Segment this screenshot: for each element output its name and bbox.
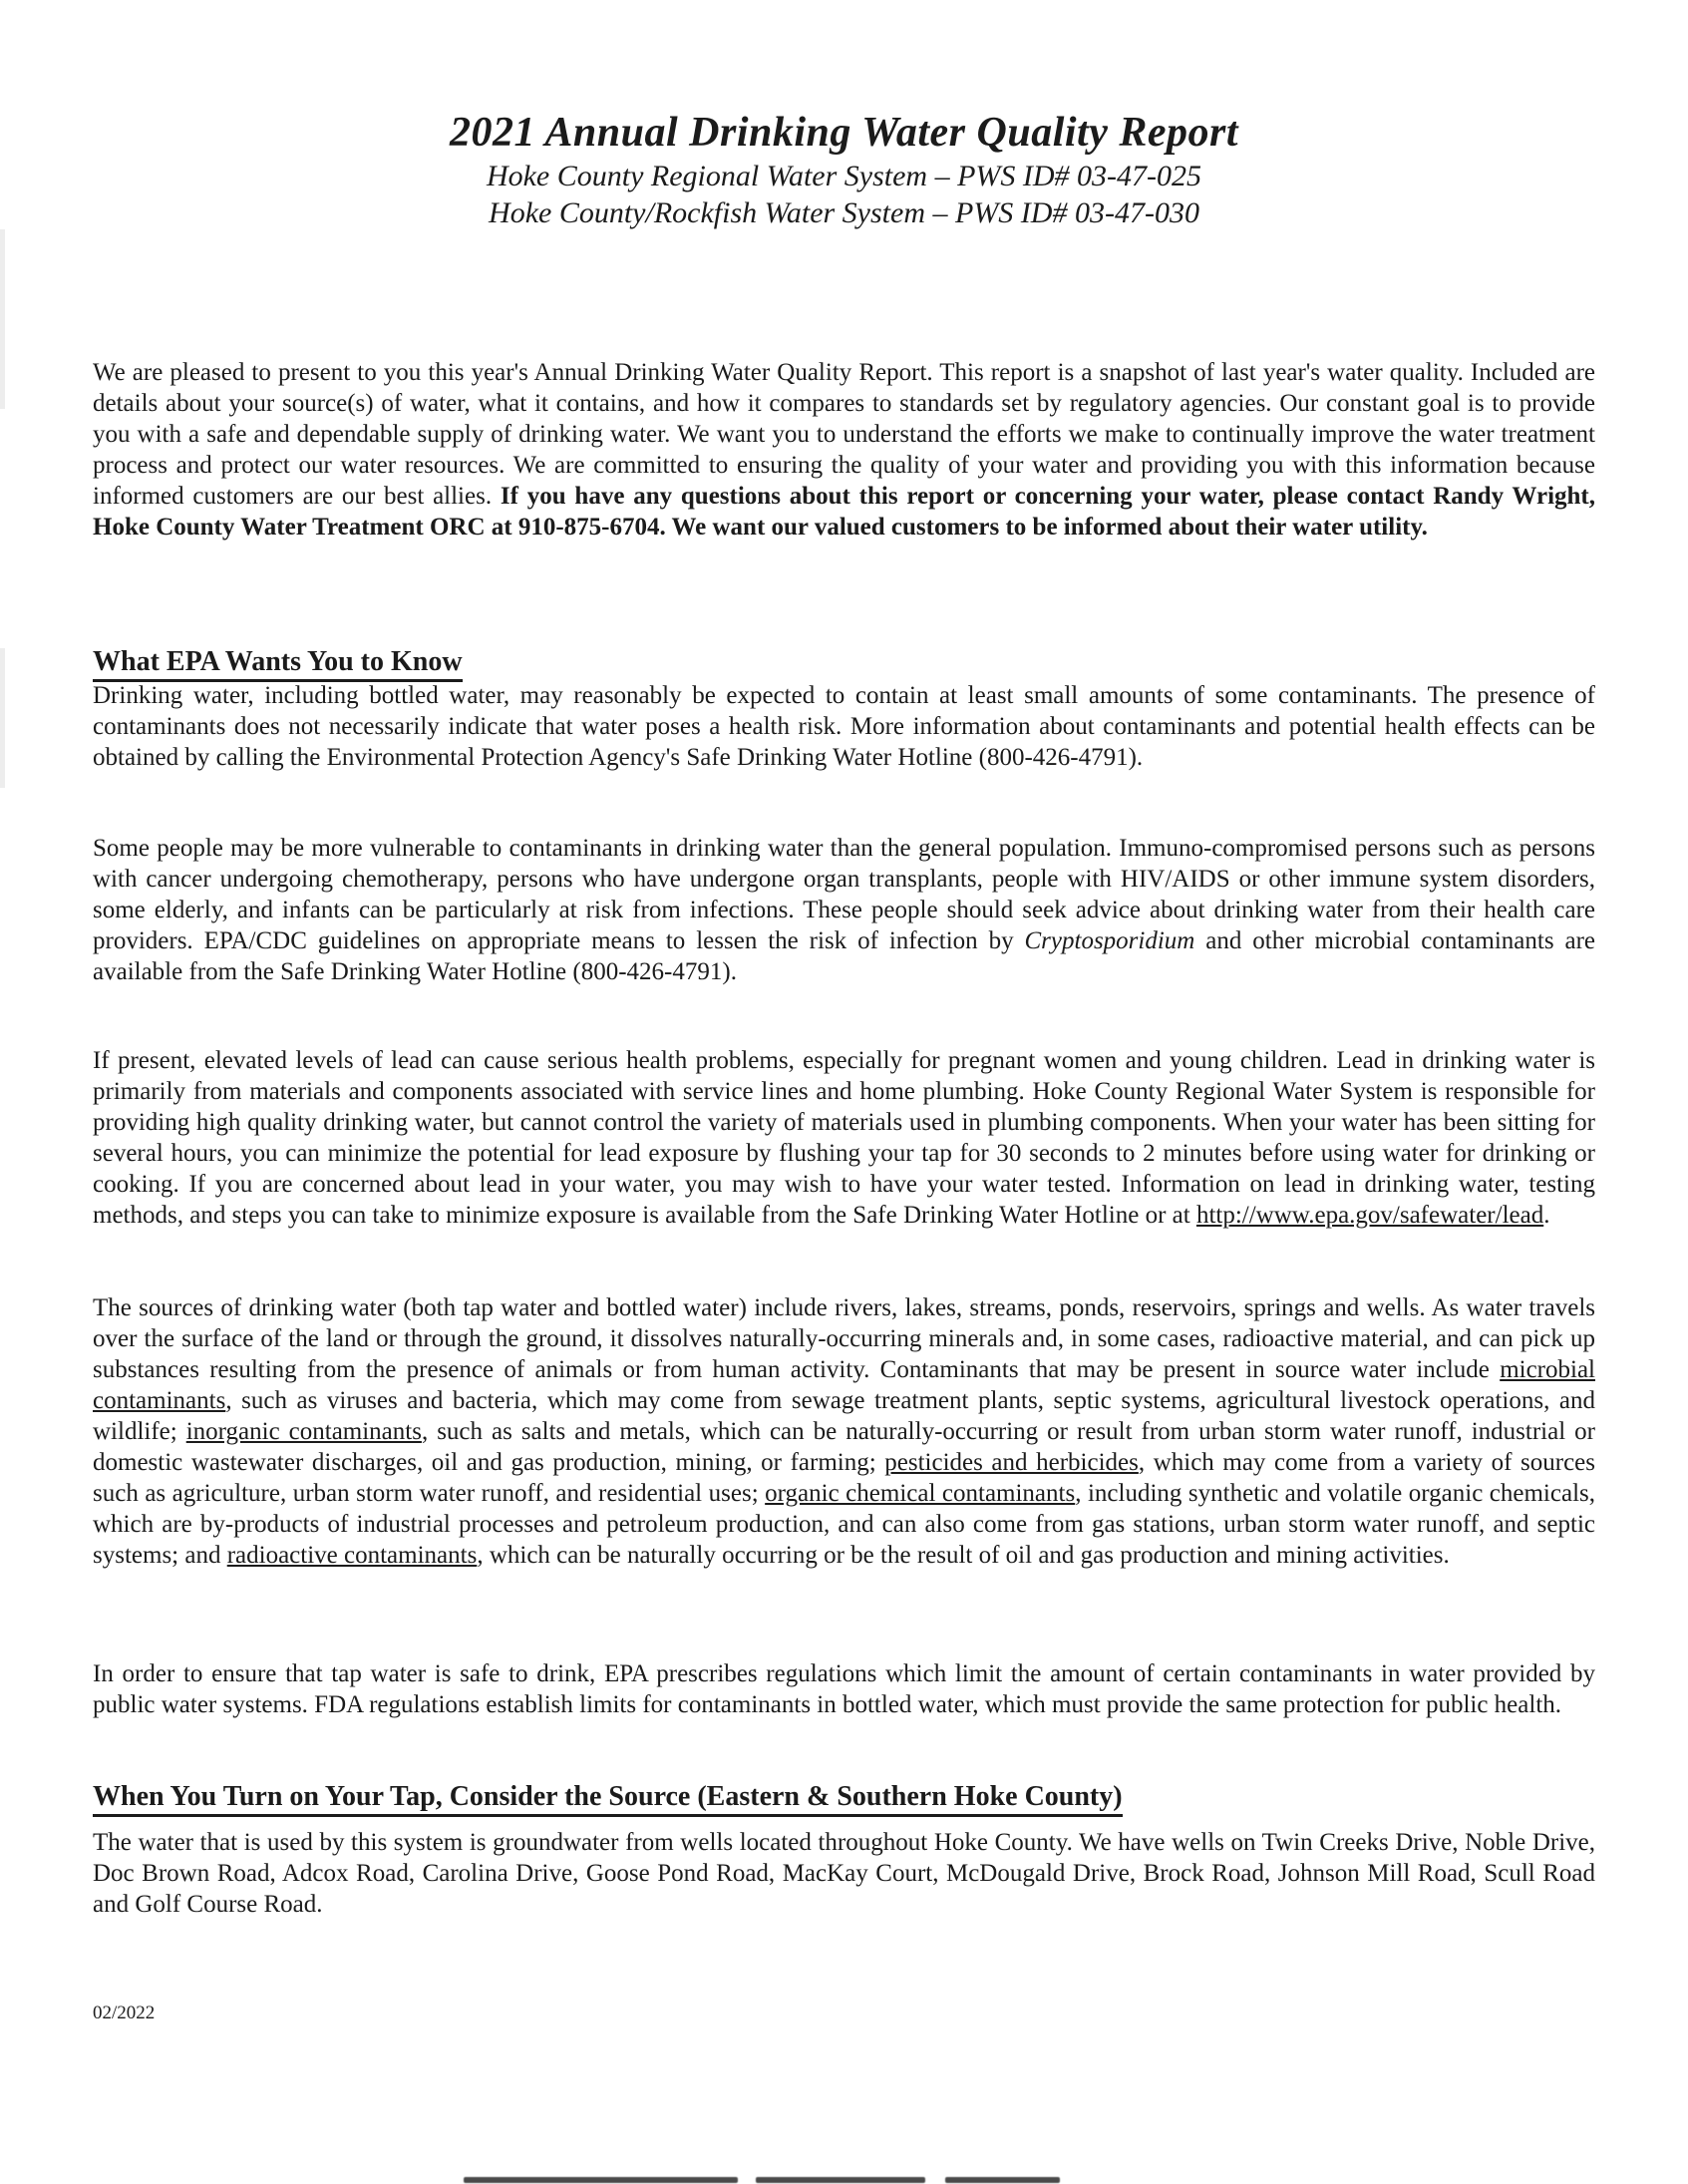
paragraph-vulnerable-text-end: and other microbial contaminants are available from the Safe Drinking Water Hotline (800-426-4791). (93, 927, 1595, 985)
paragraph-lead (93, 1045, 1595, 1231)
sources-text: , such as salts and metals, which can be naturally-occurring or result from urban storm water runoff, industrial or domestic wastewater discharges, oil and gas production, mining, or farming; (93, 1418, 1595, 1476)
paragraph-vulnerable (93, 833, 1595, 987)
section-heading-epa (93, 646, 1595, 682)
report-header (0, 108, 1688, 231)
report-subtitle-regional: Hoke County Regional Water System – PWS ID# 03-47-025 (486, 160, 1202, 192)
sources-text: , which may come from a variety of sources such as agriculture, urban storm water runoff, and residential uses; (93, 1449, 1595, 1507)
report-title: 2021 Annual Drinking Water Quality Report (449, 110, 1239, 156)
sources-text-end: , which can be naturally occurring or be the result of oil and gas production and mining activities. (477, 1542, 1450, 1569)
paragraph-vulnerable-text: Some people may be more vulnerable to contaminants in drinking water than the general population. Immuno-compromised persons such as persons with cancer undergoing chemotherapy, persons who have undergone organ transplants, people with HIV/AIDS or other immune system disorders, some elderly, and infants can be particularly at risk from infections. These people should seek advice about drinking water from their health care providers. EPA/CDC guidelines on appropriate means to lessen the risk of infection by (93, 835, 1595, 954)
intro-paragraph (93, 357, 1595, 543)
intro-contact-bold-text: If you have any questions about this report or concerning your water, please contact Randy Wright, Hoke County Water Treatment ORC at 910-875-6704. We want our valued customers to be informed about their water utility. (93, 483, 1595, 541)
section-heading-tap-source-text: When You Turn on Your Tap, Consider the Source (Eastern & Southern Hoke County) (93, 1781, 1123, 1817)
sources-text: , such as viruses and bacteria, which may come from sewage treatment plants, septic systems, agricultural livestock operations, and wildlife; (93, 1387, 1595, 1445)
paragraph-wells (93, 1827, 1595, 1920)
paragraph-contaminants (93, 680, 1595, 773)
inorganic-contaminants-underline: inorganic contaminants (185, 1418, 422, 1445)
paragraph-contaminants-text: Drinking water, including bottled water, may reasonably be expected to contain at least small amounts of some contaminants. The presence of contaminants does not necessarily indicate that water poses a health risk. More information about contaminants and potential health effects can be obtained by calling the Environmental Protection Agency's Safe Drinking Water Hotline (800-426-4791). (93, 682, 1595, 771)
intro-text: We are pleased to present to you this year's Annual Drinking Water Quality Report. This report is a snapshot of last year's water quality. Included are details about your source(s) of water, what it contains, and how it compares to standards set by regulatory agencies. Our constant goal is to provide you with a safe and dependable supply of drinking water. We want you to understand the efforts we make to continually improve the water treatment process and protect our water resources. We are committed to ensuring the quality of your water and providing you with this information because informed customers are our best allies. (93, 359, 1595, 510)
sources-text: , including synthetic and volatile organic chemicals, which are by-products of industrial processes and petroleum production, and can also come from gas stations, urban storm water runoff, and septic systems; and (93, 1480, 1595, 1569)
organic-chemical-contaminants-underline: organic chemical contaminants (765, 1480, 1076, 1507)
page-bottom-cutoff-text (945, 2177, 1060, 2183)
paragraph-lead-text-end: . (1543, 1202, 1550, 1229)
paragraph-lead-text: If present, elevated levels of lead can cause serious health problems, especially for pregnant women and young children. Lead in drinking water is primarily from materials and components associated with service lines and home plumbing. Hoke County Regional Water System is responsible for providing high quality drinking water, but cannot control the variety of materials used in plumbing components. When your water has been sitting for several hours, you can minimize the potential for lead exposure by flushing your tap for 30 seconds to 2 minutes before using water for drinking or cooking. If you are concerned about lead in your water, you may wish to have your water tested. Information on lead in drinking water, testing methods, and steps you can take to minimize exposure is available from the Safe Drinking Water Hotline or at (93, 1047, 1595, 1229)
section-heading-tap-source (93, 1781, 1595, 1817)
radioactive-contaminants-underline: radioactive contaminants (226, 1542, 478, 1569)
section-heading-epa-text: What EPA Wants You to Know (93, 646, 463, 682)
report-subtitle-rockfish: Hoke County/Rockfish Water System – PWS ID# 03-47-030 (489, 196, 1199, 229)
footer-date: 02/2022 (93, 2002, 156, 2023)
paragraph-regulations (93, 1658, 1595, 1720)
page-bottom-cutoff-text (464, 2177, 738, 2183)
paragraph-sources (93, 1292, 1595, 1571)
scan-artifact (0, 229, 5, 409)
safewater-lead-url: http://www.epa.gov/safewater/lead (1195, 1202, 1544, 1229)
paragraph-regulations-text: In order to ensure that tap water is safe to drink, EPA prescribes regulations which limit the amount of certain contaminants in water provided by public water systems. FDA regulations establish limits for contaminants in bottled water, which must provide the same protection for public health. (93, 1660, 1595, 1718)
microbial-contaminants-underline: microbial contaminants (93, 1356, 1595, 1414)
page-bottom-cutoff-text (756, 2177, 925, 2183)
cryptosporidium-italic-text: Cryptosporidium (1024, 927, 1195, 954)
scan-artifact (0, 648, 5, 788)
pesticides-herbicides-underline: pesticides and herbicides (884, 1449, 1139, 1476)
paragraph-wells-text: The water that is used by this system is groundwater from wells located throughout Hoke County. We have wells on Twin Creeks Drive, Noble Drive, Doc Brown Road, Adcox Road, Carolina Drive, Goose Pond Road, MacKay Court, McDougald Drive, Brock Road, Johnson Mill Road, Scull Road and Golf Course Road. (93, 1829, 1595, 1918)
sources-text: The sources of drinking water (both tap water and bottled water) include rivers, lakes, streams, ponds, reservoirs, springs and wells. As water travels over the surface of the land or through the ground, it dissolves naturally-occurring minerals and, in some cases, radioactive material, and can pick up substances resulting from the presence of animals or from human activity. Contaminants that may be present in source water include (93, 1294, 1595, 1383)
